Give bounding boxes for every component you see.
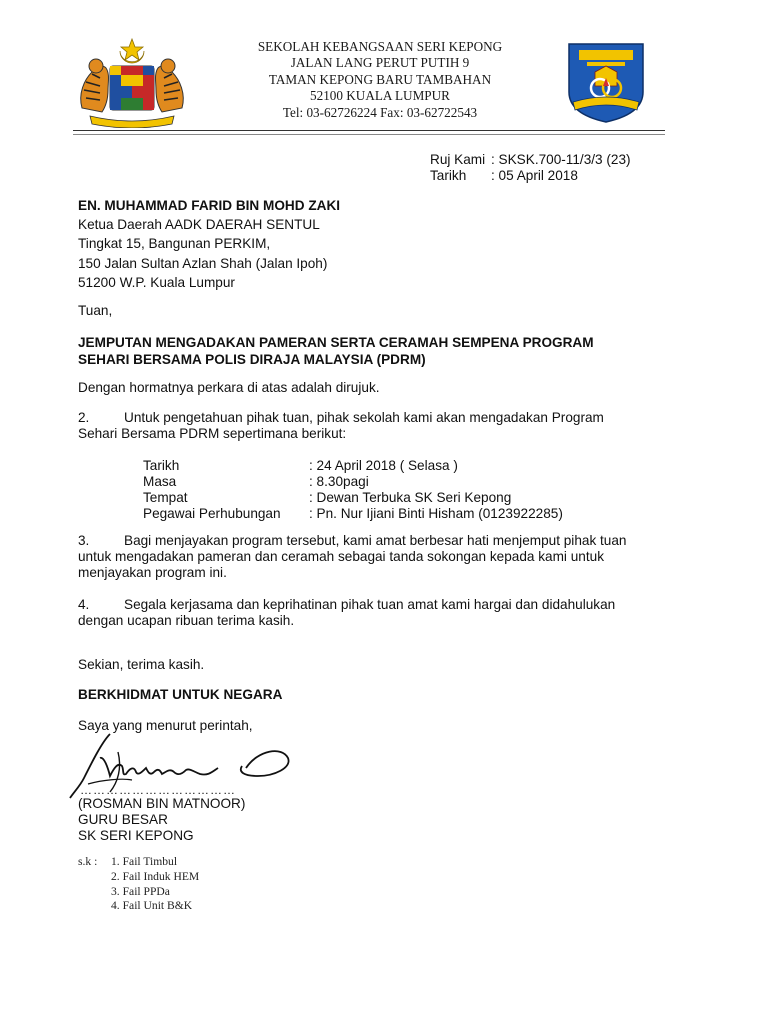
cc-item: 3. Fail PPDa bbox=[111, 884, 170, 898]
date-label: Tarikh bbox=[430, 168, 467, 183]
subject-heading bbox=[78, 335, 638, 369]
detail-label: Masa bbox=[143, 474, 177, 489]
detail-value: : 24 April 2018 ( Selasa ) bbox=[309, 458, 458, 473]
recipient-block bbox=[78, 198, 340, 294]
signer-school: SK SERI KEPONG bbox=[78, 828, 194, 843]
letterhead-rule-thin bbox=[73, 134, 665, 135]
detail-label: Tempat bbox=[143, 490, 188, 505]
paragraph-2 bbox=[78, 410, 662, 442]
cc-item: 4. Fail Unit B&K bbox=[111, 899, 193, 913]
paragraph-line: Segala kerjasama dan keprihatinan pihak tuan amat kami hargai dan didahulukan bbox=[124, 597, 616, 612]
recipient-line: 51200 W.P. Kuala Lumpur bbox=[78, 274, 235, 290]
contact-line: Tel: 03-62726224 Fax: 03-62722543 bbox=[282, 104, 478, 120]
ref-value: : SKSK.700-11/3/3 (23) bbox=[491, 152, 631, 167]
closing-line: Sekian, terima kasih. bbox=[78, 657, 205, 672]
paragraph-3 bbox=[78, 533, 662, 581]
signer-title: GURU BESAR bbox=[78, 812, 168, 827]
paragraph-line: menjayakan program ini. bbox=[78, 565, 227, 580]
paragraph-4 bbox=[78, 597, 662, 629]
signer-name: (ROSMAN BIN MATNOOR) bbox=[78, 796, 246, 811]
letterhead-text bbox=[200, 39, 560, 121]
address-line-1: JALAN LANG PERUT PUTIH 9 bbox=[290, 55, 470, 71]
school-logo bbox=[565, 40, 647, 124]
yours-faithfully: Saya yang menurut perintah, bbox=[78, 718, 253, 733]
recipient-line: Tingkat 15, Bangunan PERKIM, bbox=[78, 236, 271, 252]
recipient-line: 150 Jalan Sultan Azlan Shah (Jalan Ipoh) bbox=[78, 255, 328, 271]
detail-label: Pegawai Perhubungan bbox=[143, 506, 281, 521]
salutation: Tuan, bbox=[78, 303, 113, 318]
cc-prefix: s.k : bbox=[78, 855, 98, 868]
paragraph-number: 2. bbox=[78, 410, 90, 425]
paragraph-1: Dengan hormatnya perkara di atas adalah dirujuk. bbox=[78, 380, 380, 395]
detail-value: : Dewan Terbuka SK Seri Kepong bbox=[309, 490, 512, 505]
program-details bbox=[143, 458, 563, 522]
school-name: SEKOLAH KEBANGSAAN SERI KEPONG bbox=[257, 39, 503, 54]
letterhead-rule bbox=[73, 130, 665, 131]
signature-dotted-line: ……………………………… bbox=[80, 783, 236, 797]
motto: BERKHIDMAT UNTUK NEGARA bbox=[78, 687, 283, 702]
paragraph-line: dengan ucapan ribuan terima kasih. bbox=[78, 613, 295, 628]
coat-of-arms-logo bbox=[72, 36, 192, 128]
ref-label: Ruj Kami bbox=[430, 152, 486, 167]
reference-block bbox=[430, 152, 631, 184]
paragraph-number: 4. bbox=[78, 597, 90, 612]
paragraph-number: 3. bbox=[78, 533, 90, 548]
subject-line: SEHARI BERSAMA POLIS DIRAJA MALAYSIA (PDRM) bbox=[78, 352, 426, 367]
recipient-line: Ketua Daerah AADK DAERAH SENTUL bbox=[78, 217, 320, 233]
paragraph-line: Bagi menjayakan program tersebut, kami amat berbesar hati menjemput pihak tuan bbox=[124, 533, 627, 548]
cc-item: 1. Fail Timbul bbox=[111, 855, 178, 868]
cc-item: 2. Fail Induk HEM bbox=[111, 869, 200, 883]
paragraph-line: untuk mengadakan pameran dan ceramah sebagai tanda sokongan kepada kami untuk bbox=[78, 549, 604, 564]
detail-label: Tarikh bbox=[143, 458, 180, 473]
address-line-2: TAMAN KEPONG BARU TAMBAHAN bbox=[268, 71, 492, 87]
paragraph-line: Untuk pengetahuan pihak tuan, pihak sekolah kami akan mengadakan Program bbox=[124, 410, 604, 425]
date-value: : 05 April 2018 bbox=[491, 168, 578, 183]
address-line-3: 52100 KUALA LUMPUR bbox=[310, 88, 450, 104]
subject-line: JEMPUTAN MENGADAKAN PAMERAN SERTA CERAMAH SEMPENA PROGRAM bbox=[78, 335, 594, 350]
recipient-name: EN. MUHAMMAD FARID BIN MOHD ZAKI bbox=[78, 198, 341, 213]
paragraph-line: Sehari Bersama PDRM sepertimana berikut: bbox=[78, 426, 347, 441]
copy-list bbox=[78, 855, 199, 914]
detail-value: : Pn. Nur Ijiani Binti Hisham (0123922285) bbox=[309, 506, 563, 521]
detail-value: : 8.30pagi bbox=[309, 474, 369, 489]
signer-block bbox=[78, 796, 245, 844]
